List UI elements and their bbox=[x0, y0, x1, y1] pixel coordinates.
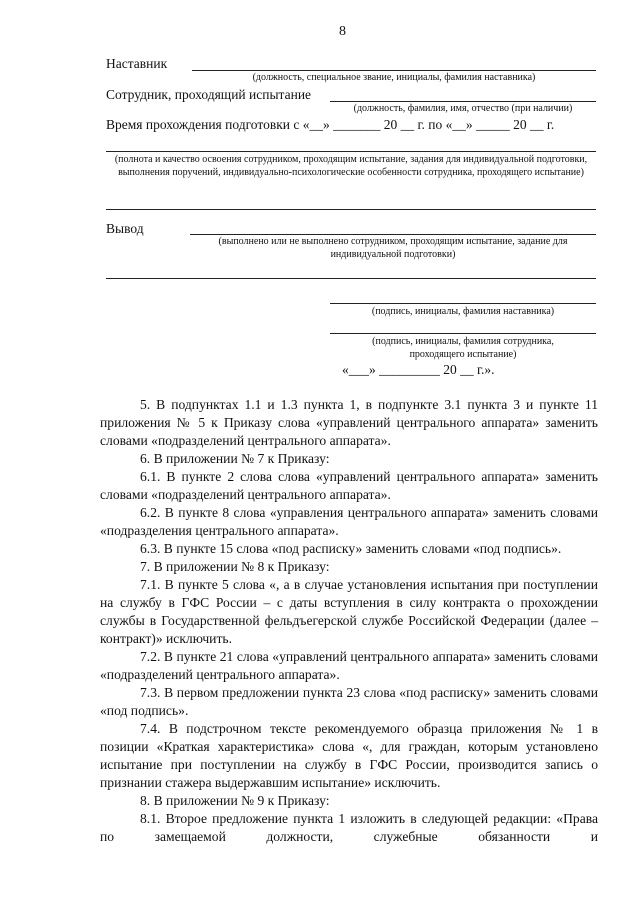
employee-caption: (должность, фамилия, имя, отчество (при наличии) bbox=[353, 103, 573, 114]
conclusion-caption: (выполнено или не выполнено сотрудником, проходящим испытание, задание для индивидуальной подготовки) bbox=[218, 236, 568, 260]
amendments-text bbox=[100, 396, 598, 846]
completeness-fill-line bbox=[106, 151, 596, 152]
mentor-label: Наставник bbox=[106, 56, 168, 71]
paragraph-7-3: 7.3. В первом предложении пункта 23 слова «под расписку» заменить словами «под подпись». bbox=[100, 685, 598, 718]
paragraph-8-1: 8.1. Второе предложение пункта 1 изложить в следующей редакции: «Права по замещаемой должности, служебные обязанности и bbox=[100, 811, 598, 844]
page-number: 8 bbox=[339, 24, 346, 39]
paragraph-7-2: 7.2. В пункте 21 слова «управлений центрального аппарата» заменить словами «подразделений центрального аппарата». bbox=[100, 649, 598, 682]
paragraph-6: 6. В приложении № 7 к Приказу: bbox=[140, 451, 330, 466]
period-label: Время прохождения подготовки с «__» _______ 20 __ г. по «__» _____ 20 __ г. bbox=[106, 117, 555, 132]
conclusion-label: Вывод bbox=[106, 221, 144, 236]
sign-mentor-caption: (подпись, инициалы, фамилия наставника) bbox=[371, 306, 555, 317]
paragraph-7: 7. В приложении № 8 к Приказу: bbox=[140, 559, 330, 574]
paragraph-6-2: 6.2. В пункте 8 слова «управления центрального аппарата» заменить словами «подразделения центрального аппарата». bbox=[100, 505, 598, 538]
sign-employee-caption: (подпись, инициалы, фамилия сотрудника, проходящего испытание) bbox=[372, 336, 554, 360]
paragraph-6-3: 6.3. В пункте 15 слова «под расписку» заменить словами «под подпись». bbox=[140, 541, 562, 556]
date-line: «___» _________ 20 __ г.». bbox=[342, 362, 495, 377]
paragraph-7-4: 7.4. В подстрочном тексте рекомендуемого образца приложения № 1 в позиции «Краткая характеристика» слова «, для граждан, которым установлено испытание при поступлении на службу в ГФС России, производится запись о признании стажера выдержавшим испытание» исключить. bbox=[100, 721, 598, 790]
mentor-caption: (должность, специальное звание, инициалы, фамилия наставника) bbox=[252, 72, 536, 83]
paragraph-7-1: 7.1. В пункте 5 слова «, а в случае установления испытания при поступлении на службу в ГФС России – с даты вступления в силу контракта о прохождении службы в Государственной фельдъегерской службе Российской Федерации (далее – контракт)» исключить. bbox=[100, 577, 598, 646]
conclusion-fill-line-2 bbox=[106, 278, 596, 279]
paragraph-6-1: 6.1. В пункте 2 слова слова «управлений центрального аппарата» заменить словами «подразделений центрального аппарата». bbox=[100, 469, 598, 502]
completeness-caption: (полнота и качество освоения сотрудником, проходящим испытание, задания для индивидуальной подготовки, выполнения поручений, индивидуально-психологические особенности сотрудника, проходящего испытание) bbox=[114, 154, 588, 178]
paragraph-8: 8. В приложении № 9 к Приказу: bbox=[140, 793, 330, 808]
sign-mentor-line bbox=[330, 303, 596, 304]
employee-label: Сотрудник, проходящий испытание bbox=[106, 87, 312, 102]
paragraph-5: 5. В подпунктах 1.1 и 1.3 пункта 1, в подпункте 3.1 пункта 3 и пункте 11 приложения № 5 к Приказу слова «управлений центрального аппарата» заменить словами «подразделений центрального аппарата». bbox=[100, 397, 598, 448]
sign-employee-line bbox=[330, 333, 596, 334]
completeness-fill-line-2 bbox=[106, 209, 596, 210]
